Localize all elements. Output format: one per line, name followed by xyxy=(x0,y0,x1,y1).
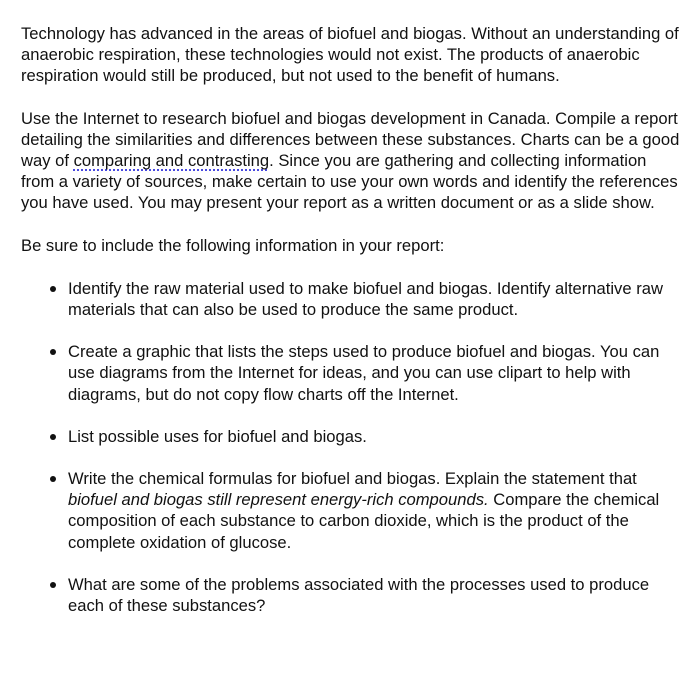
list-item-text: What are some of the problems associated with the processes used to produce each of these substances? xyxy=(68,574,650,616)
list-item-text: Create a graphic that lists the steps used to produce biofuel and biogas. You can use diagrams from the Internet for ideas, and you can use clipart to help with diagrams, but do not copy flow charts off the Internet. xyxy=(68,342,660,404)
bullet-icon xyxy=(50,286,56,292)
italic-statement: biofuel and biogas still represent energy-rich compounds. xyxy=(68,490,489,510)
list-item-text: List possible uses for biofuel and biogas. xyxy=(68,426,367,446)
include-info-paragraph: Be sure to include the following information in your report: xyxy=(21,235,445,255)
formula-text-start: Write the chemical formulas for biofuel and biogas. Explain the statement that xyxy=(68,469,637,489)
instructions-text-start: Use the Internet to research biofuel and biogas development in Canada. Compile a report detailing the similarities and differences between these substances. Charts can be a good way of xyxy=(21,108,680,171)
bullet-icon xyxy=(50,476,56,482)
formula-text-end: Compare the chemical composition of each substance to carbon dioxide, which is the product of the complete oxidation of glucose. xyxy=(68,490,660,552)
instructions-text-end: . Since you are gathering and collecting information from a variety of sources, make certain to use your own words and identify the references you have used. You may present your report as a written document or as a slide show. xyxy=(21,151,678,213)
list-item-text: Identify the raw material used to make biofuel and biogas. Identify alternative raw materials that can also be used to produce the same product. xyxy=(68,278,663,320)
list-item xyxy=(21,468,683,553)
intro-paragraph: Technology has advanced in the areas of biofuel and biogas. Without an understanding of anaerobic respiration, these technologies would not exist. The products of anaerobic respiration would still be produced, but not used to the benefit of humans. xyxy=(21,24,679,86)
list-item xyxy=(21,278,683,320)
instructions-paragraph xyxy=(21,108,683,214)
list-item-text xyxy=(68,469,659,552)
list-item xyxy=(21,426,683,447)
bullet-icon xyxy=(50,582,56,588)
bullet-icon xyxy=(50,349,56,355)
bullet-icon xyxy=(50,434,56,440)
list-item xyxy=(21,341,683,405)
list-item xyxy=(21,574,683,616)
document-body xyxy=(21,23,683,616)
requirements-list xyxy=(21,278,683,616)
grammar-flagged-phrase[interactable]: comparing and contrasting xyxy=(73,151,270,171)
